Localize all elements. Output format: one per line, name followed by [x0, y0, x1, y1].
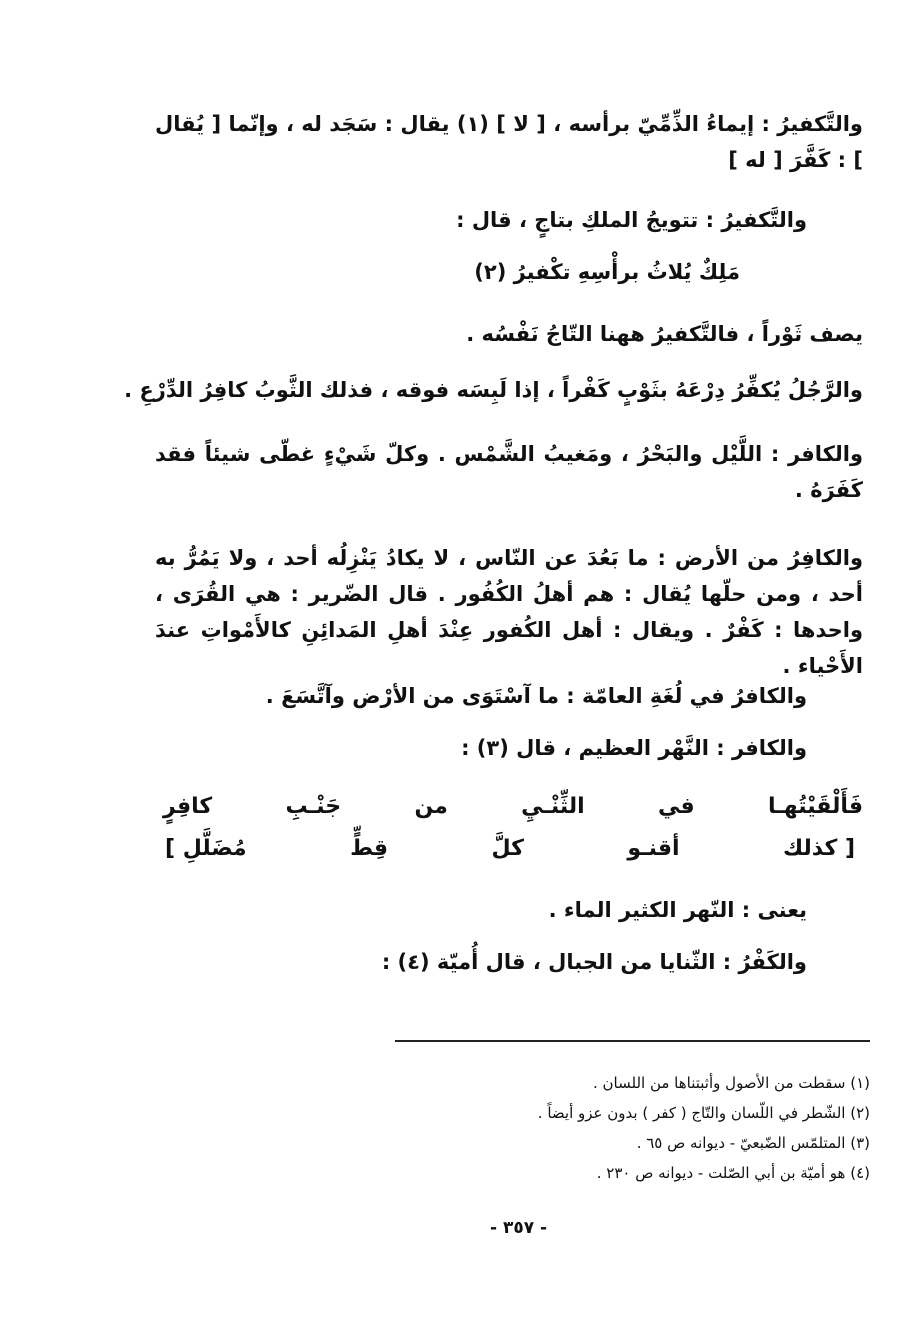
- verse-word: أقنـو: [627, 836, 680, 861]
- verse-word: قِطٍّ: [350, 836, 389, 861]
- paragraph-takfir-crowning: والتَّكفيرُ : تتويجُ الملكِ بتاجٍ ، قال :: [456, 208, 807, 232]
- verse-word: كلَّ: [491, 836, 524, 861]
- footnote-2: (٢) الشّطر في اللّسان والتّاج ( كفر ) بدون عزو أيضاً .: [537, 1104, 870, 1122]
- paragraph-common-speech: والكافرُ في لُغَةِ العامّة : ما آسْتَوَى من الأرْض وآتَّسَعَ .: [265, 684, 807, 708]
- verse-line-3: [165, 836, 855, 861]
- paragraph-takfir-gesture: والتَّكفيرُ : إيماءُ الذِّمِّيّ برأسه ، [ لا ] (١) يقال : سَجَد له ، وإنّما [ يُقال ] : كَفَّرَ [ له ]: [155, 112, 863, 172]
- verse-word: الثِّنْـيِ: [521, 794, 585, 819]
- paragraph-night-sea: والكافر : اللَّيْل والبَحْرُ ، ومَغيبُ الشَّمْس . وكلّ شَيْءٍ غطّى شيئاً فقد كَفَرَهُ .: [155, 442, 863, 502]
- verse-word: مُضَلَّلِ ]: [165, 836, 247, 861]
- paragraph-mountain-passes: والكَفْرُ : الثّنايا من الجبال ، قال أُميّة (٤) :: [381, 950, 807, 974]
- verse-line-2: [163, 794, 863, 819]
- paragraph-dir: والرَّجُلُ يُكفِّرُ دِرْعَهُ بثَوْبٍ كَفْراً ، إذا لَبِسَه فوقه ، فذلك الثَّوبُ كافِرُ الدِّرْعِ .: [124, 378, 863, 402]
- verse-word: كافِرٍ: [163, 794, 213, 819]
- verse-line-1: مَلِكٌ يُلاثُ برأْسِهِ تكْفيرُ (٢): [474, 260, 740, 284]
- page-number: - ٣٥٧ -: [490, 1218, 548, 1238]
- paragraph-remote-land: والكافِرُ من الأرض : ما بَعُدَ عن النّاس ، لا يكادُ يَنْزِلُه أحد ، ولا يَمُرُّ به أحد ، ومن حلّها يُقال : هم أهلُ الكُفُور . قال الضّرير : هي القُرَى ، واحدها : كَفْرٌ . ويقال : أهل الكُفور عِنْدَ أهلِ المَدائِنِ كالأَمْواتِ عندَ الأَحْياء .: [155, 546, 863, 678]
- verse-word: فَأَلْقَيْتُهـا: [767, 794, 863, 819]
- footnote-3: (٣) المتلمّس الضّبعيّ - ديوانه ص ٦٥ .: [636, 1134, 870, 1152]
- footnote-divider: [395, 1040, 870, 1042]
- verse-word: جَنْـبِ: [285, 794, 342, 819]
- paragraph-bull: يصف ثَوْراً ، فالتَّكفيرُ ههنا التّاجُ نَفْسُه .: [466, 322, 863, 346]
- verse-word: من: [414, 794, 448, 819]
- verse-word: [ كذلك: [783, 836, 855, 861]
- footnote-4: (٤) هو أميّة بن أبي الصّلت - ديوانه ص ٢٣٠ .: [596, 1164, 870, 1182]
- verse-word: في: [658, 794, 695, 819]
- paragraph-great-river: والكافر : النَّهْر العظيم ، قال (٣) :: [461, 736, 807, 760]
- footnotes: [370, 1068, 870, 1188]
- footnote-1: (١) سقطت من الأصول وأثبتناها من اللسان .: [592, 1074, 870, 1092]
- paragraph-river-meaning: يعنى : النّهر الكثير الماء .: [548, 898, 807, 922]
